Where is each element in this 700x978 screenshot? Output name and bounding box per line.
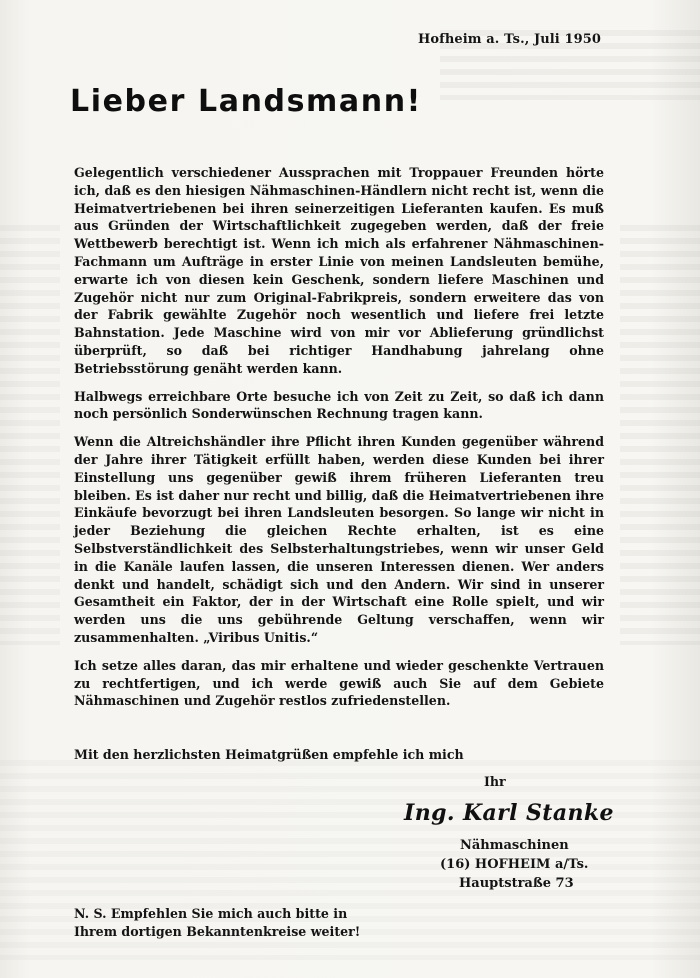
body-paragraph: Gelegentlich verschiedener Aussprachen mit Troppauer Freunden hörte ich, daß es den hiesigen Nähmaschinen-Händlern nicht recht ist, wenn die Heimatvertriebenen bei ihren seinerzeitigen Lieferanten kaufen. Es muß aus Gründen der Wirtschaftlichkeit zugegeben werden, daß der freie Wettbewerb berechtigt ist. Wenn ich mich als erfahrener Nähmaschinen-Fachmann um Aufträge in erster Linie von meinen Landsleuten bemühe, erwarte ich von diesen kein Geschenk, sondern liefere Maschinen und Zugehör nicht nur zum Original-Fabrikpreis, sondern erweitere das von der Fabrik gewählte Zugehör noch wesentlich und liefere frei letzte Bahnstation. Jede Maschine wird von mir vor Ablieferung gründlichst überprüft, so daß bei richtiger Handhabung jahrelang ohne Betriebsstörung genäht werden kann.	[74, 165, 604, 376]
postscript-line: Ihrem dortigen Bekanntenkreise weiter!	[74, 924, 361, 939]
letter-body	[74, 164, 604, 720]
letter-title: Lieber Landsmann!	[70, 84, 422, 119]
signature: Ing. Karl Stanke	[404, 800, 614, 826]
postscript-line: N. S. Empfehlen Sie mich auch bitte in	[74, 906, 348, 921]
body-paragraph: Wenn die Altreichshändler ihre Pflicht ihren Kunden gegenüber während der Jahre ihrer Tätigkeit erfüllt haben, werden diese Kunden bei ihrer Einstellung uns gegenüber gewiß ihrem früheren Lieferanten treu bleiben. Es ist daher nur recht und billig, daß die Heimatvertriebenen ihre Einkäufe bevorzugt bei ihren Landsleuten besorgen. So lange wir nicht in jeder Beziehung die gleichen Rechte erhalten, ist es eine Selbstverständlichkeit des Selbsterhaltungstriebes, wenn wir unser Geld in die Kanäle laufen lassen, die unseren Interessen dienen. Wer anders denkt und handelt, schädigt sich und den Andern. Wir sind in unserer Gesamtheit ein Faktor, der in der Wirtschaft eine Rolle spielt, und wir werden uns die uns gebührende Geltung verschaffen, wenn wir zusammenhalten. „Viribus Unitis.“	[74, 434, 604, 645]
company-line-street: Hauptstraße 73	[459, 876, 574, 891]
reverse-side-show-through-left	[0, 225, 60, 645]
dateline: Hofheim a. Ts., Juli 1950	[418, 32, 602, 47]
company-line-business: Nähmaschinen	[460, 838, 569, 853]
body-paragraph: Halbwegs erreichbare Orte besuche ich von Zeit zu Zeit, so daß ich dann noch persönlich Sonderwünschen Rechnung tragen kann.	[74, 388, 604, 422]
salutation: Ihr	[484, 774, 506, 789]
company-line-city: (16) HOFHEIM a/Ts.	[440, 857, 589, 872]
body-paragraph: Ich setze alles daran, das mir erhaltene und wieder geschenkte Vertrauen zu rechtfertigen, und ich werde gewiß auch Sie auf dem Gebiete Nähmaschinen und Zugehör restlos zufriedenstellen.	[74, 657, 604, 709]
reverse-side-show-through-right	[620, 225, 700, 645]
postscript	[74, 905, 360, 941]
company-address	[440, 836, 588, 893]
closing-line: Mit den herzlichsten Heimatgrüßen empfehle ich mich	[74, 747, 464, 762]
